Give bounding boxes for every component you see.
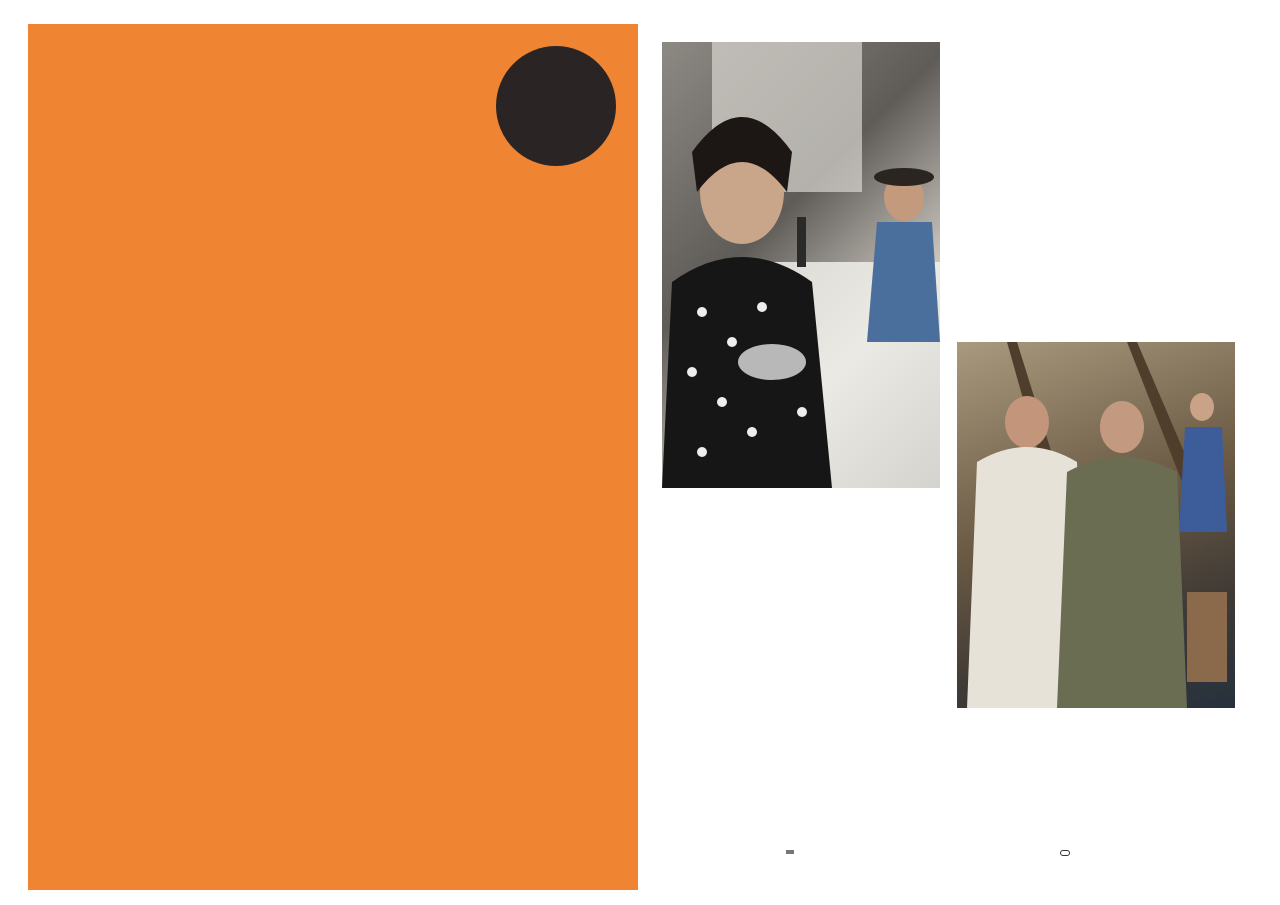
theatre-logo (496, 46, 616, 166)
photo-illustration (957, 342, 1235, 708)
sponsor-sumpersko-logo (786, 850, 794, 854)
jakub-photo (957, 342, 1235, 708)
sponsor-umikese-logo (1060, 850, 1070, 856)
november-program-panel (28, 24, 638, 890)
bella-donna-photo (662, 42, 940, 488)
photo-illustration (662, 42, 940, 488)
